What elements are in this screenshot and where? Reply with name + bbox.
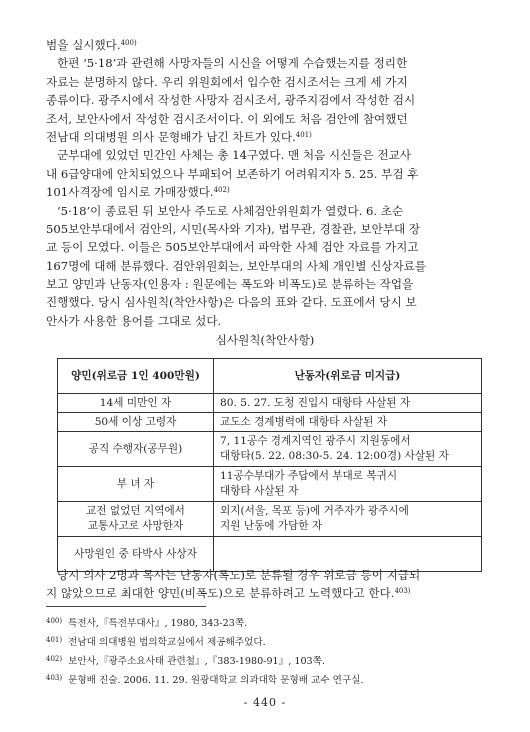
table-cell: 교전 없었던 지역에서 교통사고로 사망한자 bbox=[58, 502, 214, 537]
body-line: 진행했다. 당시 심사원칙(착안사항)은 다음의 표와 같다. 도표에서 당시 보 bbox=[46, 295, 417, 310]
footnote: $^{403)}$ 문형배 진술. 2006. 11. 29. 원광대학교 의과대학 문형배 교수 연구실. bbox=[46, 674, 364, 686]
table-row bbox=[58, 394, 482, 413]
body-line: ‘5·18’이 종료된 뒤 보안사 주도로 사체검안위원회가 열렸다. 6. 초순 bbox=[57, 203, 404, 218]
table-row bbox=[58, 432, 482, 467]
table-header-row bbox=[58, 359, 482, 394]
table-cell: 교도소 경계병력에 대항타 사살된 자 bbox=[214, 413, 482, 432]
body-line: 자료는 분명하지 않다. 우리 위원회에서 입수한 검시조서는 크게 세 가지 bbox=[46, 74, 408, 89]
criteria-table bbox=[57, 358, 482, 572]
table-cell: 외지(서울, 목포 등)에 거주자가 광주시에 지원 난동에 가담한 자 bbox=[214, 502, 482, 537]
table-cell: 14세 미만인 자 bbox=[58, 394, 214, 413]
footnotes bbox=[46, 612, 496, 688]
table-cell: 11공수부대가 주답에서 부대로 복귀시 대항타 사살된 자 bbox=[214, 467, 482, 502]
body-line: 안사가 사용한 용어를 그대로 섰다. bbox=[46, 313, 222, 328]
table-cell: 50세 이상 고령자 bbox=[58, 413, 214, 432]
footnote: $^{401)}$ 전남대 의대병원 법의학교실에서 제공해주었다. bbox=[46, 636, 266, 648]
body-line: 167명에 대해 분류했다. 검안위원회는, 보안부대의 사체 개인별 신상자료를 bbox=[46, 258, 427, 273]
page-number: - 440 - bbox=[243, 696, 287, 709]
footnote-divider bbox=[46, 606, 206, 607]
body-line: 101사격장에 임시로 가매장했다.$^{402)}$ bbox=[46, 185, 230, 200]
body-line: 보고 양민과 난동자(인용자 : 원문에는 폭도와 비폭도)로 분류하는 작업을 bbox=[46, 277, 414, 292]
body-text bbox=[46, 36, 492, 330]
body-line: 505보안부대에서 검안의, 시민(목사와 기자), 법무관, 경찰관, 보안부대 장 bbox=[46, 221, 421, 236]
table-cell: 7, 11공수 경계지역인 광주시 지원동에서 대항타(5. 22. 08:30-5. 24. 12:00경) 사살된 자 bbox=[214, 432, 482, 467]
after-table-text bbox=[46, 566, 492, 603]
body-line: 군부대에 있었던 민간인 사체는 총 14구였다. 맨 처음 시신들은 전교사 bbox=[57, 148, 411, 163]
table-row bbox=[58, 502, 482, 537]
body-line: 종류이다. 광주시에서 작성한 사망자 검시조서, 광주지검에서 작성한 검시 bbox=[46, 93, 416, 108]
body-line: 교 등이 모였다. 이들은 505보안부대에서 파악한 사체 검안 자료를 가지고 bbox=[46, 240, 419, 255]
table-header-civilian: 양민(위로금 1인 400만원) bbox=[58, 359, 214, 394]
table-row bbox=[58, 467, 482, 502]
body-line: 당시 의사 2명과 목사는 난동자(폭도)로 분류될 경우 위로금 등이 지급되 bbox=[57, 568, 421, 582]
table-cell: 공직 수행자(공무원) bbox=[58, 432, 214, 467]
body-line: 지 않았으므로 최대한 양민(비폭도)으로 분류하려고 노력했다고 한다.$^{403)}$ bbox=[46, 586, 411, 601]
table-caption: 심사원칙(착안사항) bbox=[215, 333, 315, 347]
body-line: 내 6급양대에 안치되었으나 부패되어 보존하기 어려워지자 5. 25. 부검 후 bbox=[46, 166, 419, 181]
body-line: 범을 실시했다.$^{400)}$ bbox=[46, 38, 137, 52]
footnote: $^{400)}$ 특전사,『특전부대사』, 1980, 343-23쪽. bbox=[46, 617, 248, 629]
body-line: 한편 ‘5·18’과 관련해 사망자들의 시신을 어떻게 수습했는지를 정리한 bbox=[57, 56, 408, 71]
body-line: 조서, 보안사에서 작성한 검시조서이다. 이 외에도 처음 검안에 참여했던 bbox=[46, 111, 408, 126]
table-cell: 80. 5. 27. 도청 진입시 대항타 사살된 자 bbox=[214, 394, 482, 413]
footnote: $^{402)}$ 보안사,『광주소요사태 관련철』,『383-1980-91』, 103쪽. bbox=[46, 655, 325, 667]
body-line: 전남대 의대병원 의사 문형배가 남긴 차트가 있다.$^{401)}$ bbox=[46, 129, 312, 144]
table-cell: 부 녀 자 bbox=[58, 467, 214, 502]
table-row bbox=[58, 413, 482, 432]
table-header-rioter: 난동자(위로금 미지급) bbox=[214, 359, 482, 394]
table-cell: 사망원인 중 타박사 사상자 bbox=[58, 537, 214, 572]
